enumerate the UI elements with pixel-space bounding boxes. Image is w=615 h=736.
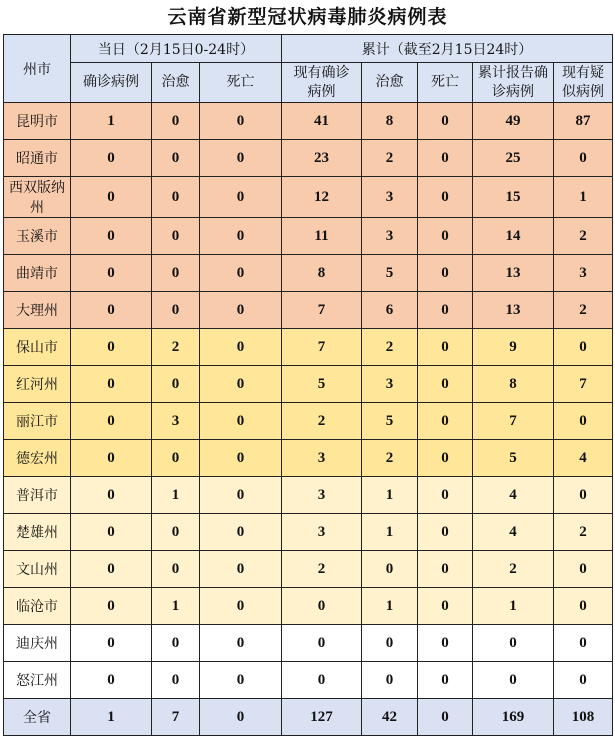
value-cell: 0	[200, 177, 282, 218]
value-cell: 2	[282, 551, 362, 588]
value-cell: 0	[71, 662, 152, 699]
value-cell: 169	[473, 699, 554, 736]
value-cell: 0	[362, 625, 418, 662]
value-cell: 15	[473, 177, 554, 218]
value-cell: 0	[200, 477, 282, 514]
value-cell: 1	[152, 477, 200, 514]
value-cell: 5	[282, 366, 362, 403]
region-name: 迪庆州	[4, 625, 71, 662]
value-cell: 0	[362, 551, 418, 588]
value-cell: 0	[200, 662, 282, 699]
value-cell: 0	[71, 403, 152, 440]
value-cell: 0	[362, 662, 418, 699]
value-cell: 7	[554, 366, 613, 403]
table-row	[4, 514, 613, 551]
table-row	[4, 625, 613, 662]
value-cell: 0	[71, 551, 152, 588]
table-row	[4, 662, 613, 699]
value-cell: 1	[71, 103, 152, 140]
value-cell: 11	[282, 218, 362, 255]
value-cell: 0	[418, 440, 473, 477]
value-cell: 0	[473, 625, 554, 662]
value-cell: 0	[200, 699, 282, 736]
region-name: 昆明市	[4, 103, 71, 140]
value-cell: 0	[71, 366, 152, 403]
value-cell: 0	[152, 625, 200, 662]
value-cell: 0	[200, 292, 282, 329]
table-row	[4, 292, 613, 329]
value-cell: 0	[418, 551, 473, 588]
col-header: 死亡	[418, 63, 473, 103]
value-cell: 0	[418, 699, 473, 736]
value-cell: 2	[362, 440, 418, 477]
value-cell: 0	[152, 218, 200, 255]
value-cell: 0	[418, 177, 473, 218]
region-name: 西双版纳州	[4, 177, 71, 218]
region-name: 文山州	[4, 551, 71, 588]
value-cell: 0	[71, 625, 152, 662]
table-row	[4, 255, 613, 292]
daily-group-header: 当日（2月15日0-24时）	[71, 35, 282, 63]
value-cell: 0	[200, 588, 282, 625]
value-cell: 8	[473, 366, 554, 403]
region-name: 德宏州	[4, 440, 71, 477]
value-cell: 0	[418, 140, 473, 177]
value-cell: 13	[473, 255, 554, 292]
value-cell: 0	[152, 551, 200, 588]
table-row	[4, 177, 613, 218]
value-cell: 3	[282, 514, 362, 551]
value-cell: 3	[282, 440, 362, 477]
value-cell: 2	[362, 140, 418, 177]
value-cell: 0	[554, 477, 613, 514]
value-cell: 49	[473, 103, 554, 140]
col-header: 现有疑似病例	[554, 63, 613, 103]
value-cell: 0	[71, 140, 152, 177]
value-cell: 2	[473, 551, 554, 588]
table-row	[4, 218, 613, 255]
value-cell: 0	[282, 588, 362, 625]
value-cell: 7	[282, 292, 362, 329]
value-cell: 0	[418, 218, 473, 255]
value-cell: 5	[473, 440, 554, 477]
table-row	[4, 477, 613, 514]
region-name: 怒江州	[4, 662, 71, 699]
table-row	[4, 140, 613, 177]
value-cell: 0	[152, 514, 200, 551]
value-cell: 7	[282, 329, 362, 366]
value-cell: 42	[362, 699, 418, 736]
value-cell: 0	[554, 662, 613, 699]
value-cell: 0	[418, 366, 473, 403]
value-cell: 1	[554, 177, 613, 218]
value-cell: 3	[554, 255, 613, 292]
value-cell: 6	[362, 292, 418, 329]
value-cell: 0	[71, 218, 152, 255]
cumulative-group-header: 累计（截至2月15日24时）	[282, 35, 613, 63]
total-row	[4, 699, 613, 736]
case-table	[3, 34, 613, 736]
value-cell: 4	[554, 440, 613, 477]
value-cell: 0	[152, 366, 200, 403]
table-row	[4, 403, 613, 440]
value-cell: 0	[200, 140, 282, 177]
region-name: 普洱市	[4, 477, 71, 514]
value-cell: 13	[473, 292, 554, 329]
region-name: 楚雄州	[4, 514, 71, 551]
value-cell: 0	[418, 588, 473, 625]
value-cell: 0	[554, 140, 613, 177]
table-row	[4, 440, 613, 477]
value-cell: 0	[152, 177, 200, 218]
region-name: 临沧市	[4, 588, 71, 625]
value-cell: 0	[152, 140, 200, 177]
value-cell: 0	[418, 514, 473, 551]
table-row	[4, 103, 613, 140]
region-name: 玉溪市	[4, 218, 71, 255]
value-cell: 0	[71, 440, 152, 477]
value-cell: 0	[418, 103, 473, 140]
value-cell: 0	[200, 366, 282, 403]
value-cell: 0	[200, 403, 282, 440]
value-cell: 4	[473, 514, 554, 551]
value-cell: 2	[362, 329, 418, 366]
value-cell: 127	[282, 699, 362, 736]
value-cell: 0	[418, 292, 473, 329]
value-cell: 0	[418, 625, 473, 662]
value-cell: 14	[473, 218, 554, 255]
col-header: 死亡	[200, 63, 282, 103]
value-cell: 0	[554, 625, 613, 662]
region-name: 丽江市	[4, 403, 71, 440]
value-cell: 0	[554, 588, 613, 625]
value-cell: 0	[71, 588, 152, 625]
value-cell: 0	[152, 292, 200, 329]
value-cell: 87	[554, 103, 613, 140]
value-cell: 0	[200, 625, 282, 662]
value-cell: 0	[200, 218, 282, 255]
value-cell: 0	[554, 329, 613, 366]
value-cell: 0	[418, 477, 473, 514]
table-row	[4, 588, 613, 625]
value-cell: 3	[362, 366, 418, 403]
region-name: 红河州	[4, 366, 71, 403]
col-header: 现有确诊病例	[282, 63, 362, 103]
region-name: 全省	[4, 699, 71, 736]
col-header: 累计报告确诊病例	[473, 63, 554, 103]
value-cell: 0	[200, 103, 282, 140]
value-cell: 0	[200, 329, 282, 366]
value-cell: 12	[282, 177, 362, 218]
region-name: 保山市	[4, 329, 71, 366]
value-cell: 25	[473, 140, 554, 177]
value-cell: 0	[71, 329, 152, 366]
table-row	[4, 329, 613, 366]
value-cell: 0	[200, 514, 282, 551]
value-cell: 4	[473, 477, 554, 514]
value-cell: 1	[152, 588, 200, 625]
header-row-2	[4, 63, 613, 103]
value-cell: 0	[71, 255, 152, 292]
region-name: 昭通市	[4, 140, 71, 177]
value-cell: 0	[554, 403, 613, 440]
header-row-1	[4, 35, 613, 63]
value-cell: 0	[152, 255, 200, 292]
region-name: 大理州	[4, 292, 71, 329]
value-cell: 1	[71, 699, 152, 736]
value-cell: 2	[554, 218, 613, 255]
value-cell: 9	[473, 329, 554, 366]
value-cell: 108	[554, 699, 613, 736]
value-cell: 8	[362, 103, 418, 140]
value-cell: 0	[152, 662, 200, 699]
value-cell: 0	[200, 551, 282, 588]
value-cell: 0	[282, 625, 362, 662]
value-cell: 3	[152, 403, 200, 440]
table-row	[4, 366, 613, 403]
value-cell: 0	[473, 662, 554, 699]
value-cell: 0	[418, 329, 473, 366]
value-cell: 1	[473, 588, 554, 625]
value-cell: 5	[362, 403, 418, 440]
table-row	[4, 551, 613, 588]
value-cell: 41	[282, 103, 362, 140]
value-cell: 2	[282, 403, 362, 440]
value-cell: 5	[362, 255, 418, 292]
value-cell: 2	[152, 329, 200, 366]
value-cell: 23	[282, 140, 362, 177]
value-cell: 7	[473, 403, 554, 440]
value-cell: 0	[152, 440, 200, 477]
value-cell: 0	[200, 440, 282, 477]
value-cell: 2	[554, 514, 613, 551]
value-cell: 0	[282, 662, 362, 699]
col-header: 治愈	[362, 63, 418, 103]
value-cell: 8	[282, 255, 362, 292]
value-cell: 0	[71, 292, 152, 329]
page-title: 云南省新型冠状病毒肺炎病例表	[167, 6, 448, 28]
value-cell: 1	[362, 477, 418, 514]
col-header: 确诊病例	[71, 63, 152, 103]
value-cell: 3	[362, 218, 418, 255]
value-cell: 2	[554, 292, 613, 329]
value-cell: 3	[362, 177, 418, 218]
value-cell: 1	[362, 588, 418, 625]
value-cell: 0	[71, 477, 152, 514]
value-cell: 0	[418, 662, 473, 699]
value-cell: 3	[282, 477, 362, 514]
region-name: 曲靖市	[4, 255, 71, 292]
value-cell: 1	[362, 514, 418, 551]
col-header: 治愈	[152, 63, 200, 103]
value-cell: 0	[71, 177, 152, 218]
value-cell: 7	[152, 699, 200, 736]
value-cell: 0	[554, 551, 613, 588]
value-cell: 0	[152, 103, 200, 140]
value-cell: 0	[418, 255, 473, 292]
value-cell: 0	[200, 255, 282, 292]
value-cell: 0	[418, 403, 473, 440]
value-cell: 0	[71, 514, 152, 551]
region-header: 州市	[4, 35, 71, 103]
